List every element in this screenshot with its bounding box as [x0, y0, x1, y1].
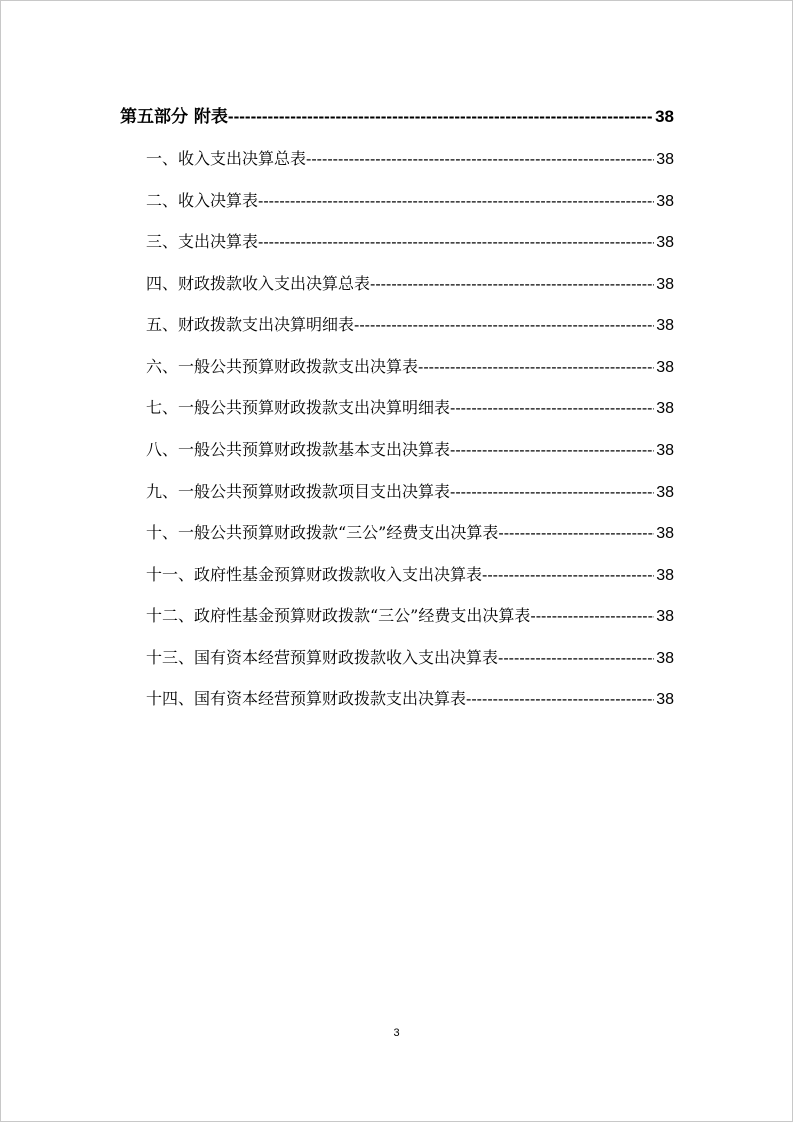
toc-entry-page: 38 — [656, 650, 674, 667]
toc-leader-dots — [306, 150, 654, 170]
toc-entry-title: 九、一般公共预算财政拨款项目支出决算表 — [146, 482, 451, 501]
toc-entry-14[interactable] — [146, 689, 674, 710]
toc-entry-12[interactable] — [146, 606, 674, 627]
toc-entry-title: 八、一般公共预算财政拨款基本支出决算表 — [146, 440, 451, 459]
toc-section-appendix[interactable] — [120, 107, 674, 127]
toc-leader-dots — [498, 524, 654, 544]
toc-entry-1[interactable] — [146, 149, 674, 170]
toc-entry-2[interactable] — [146, 191, 674, 212]
toc-section-title: 第五部分 附表 — [120, 107, 228, 127]
toc-entry-7[interactable] — [146, 398, 674, 419]
toc-entry-page: 38 — [656, 400, 674, 417]
page-number: 3 — [393, 1027, 400, 1039]
toc-entry-page: 38 — [656, 193, 674, 210]
toc-entry-title: 十一、政府性基金预算财政拨款收入支出决算表 — [146, 565, 483, 584]
toc-entry-title: 十、一般公共预算财政拨款“三公”经费支出决算表 — [146, 523, 499, 542]
toc-entry-8[interactable] — [146, 440, 674, 461]
toc-entry-3[interactable] — [146, 232, 674, 253]
toc-entry-page: 38 — [656, 567, 674, 584]
toc-entry-9[interactable] — [146, 482, 674, 503]
toc-leader-dots — [466, 690, 654, 710]
toc-entry-title: 十三、国有资本经营预算财政拨款收入支出决算表 — [146, 648, 499, 667]
toc-entry-page: 38 — [656, 151, 674, 168]
toc-leader-dots — [418, 358, 654, 378]
toc-leader-dots — [258, 192, 654, 212]
toc-leader-dots — [370, 275, 654, 295]
toc-entry-title: 十四、国有资本经营预算财政拨款支出决算表 — [146, 689, 467, 708]
toc-leader-dots — [498, 649, 654, 669]
toc-leader-dots — [450, 483, 654, 503]
toc-entry-page: 38 — [656, 525, 674, 542]
toc-entry-13[interactable] — [146, 648, 674, 669]
toc-entry-title: 一、收入支出决算总表 — [146, 149, 307, 168]
toc-entry-page: 38 — [656, 234, 674, 251]
toc-entry-page: 38 — [656, 442, 674, 459]
toc-entry-5[interactable] — [146, 315, 674, 336]
toc-entry-4[interactable] — [146, 274, 674, 295]
toc-entry-title: 二、收入决算表 — [146, 191, 259, 210]
toc-entry-6[interactable] — [146, 357, 674, 378]
toc-leader-dots — [258, 233, 654, 253]
toc-entry-page: 38 — [656, 691, 674, 708]
toc-entry-title: 四、财政拨款收入支出决算总表 — [146, 274, 371, 293]
toc-entry-title: 十二、政府性基金预算财政拨款“三公”经费支出决算表 — [146, 606, 531, 625]
toc-entry-title: 七、一般公共预算财政拨款支出决算明细表 — [146, 398, 451, 417]
toc-leader-dots — [354, 316, 654, 336]
toc-entry-title: 三、支出决算表 — [146, 232, 259, 251]
toc-entry-page: 38 — [656, 484, 674, 501]
toc-leader-dots — [482, 566, 654, 586]
toc-entry-page: 38 — [656, 359, 674, 376]
toc-entry-10[interactable] — [146, 523, 674, 544]
toc-entry-page: 38 — [656, 276, 674, 293]
toc-leader-dots — [450, 441, 654, 461]
toc-leader-dots — [450, 399, 654, 419]
toc-entry-11[interactable] — [146, 565, 674, 586]
toc-entry-page: 38 — [656, 317, 674, 334]
toc-entry-title: 五、财政拨款支出决算明细表 — [146, 315, 355, 334]
toc-section-page: 38 — [655, 107, 674, 126]
toc-leader-dots — [530, 607, 654, 627]
toc-leader-dots — [228, 107, 653, 127]
toc-entry-title: 六、一般公共预算财政拨款支出决算表 — [146, 357, 419, 376]
toc-entry-page: 38 — [656, 608, 674, 625]
